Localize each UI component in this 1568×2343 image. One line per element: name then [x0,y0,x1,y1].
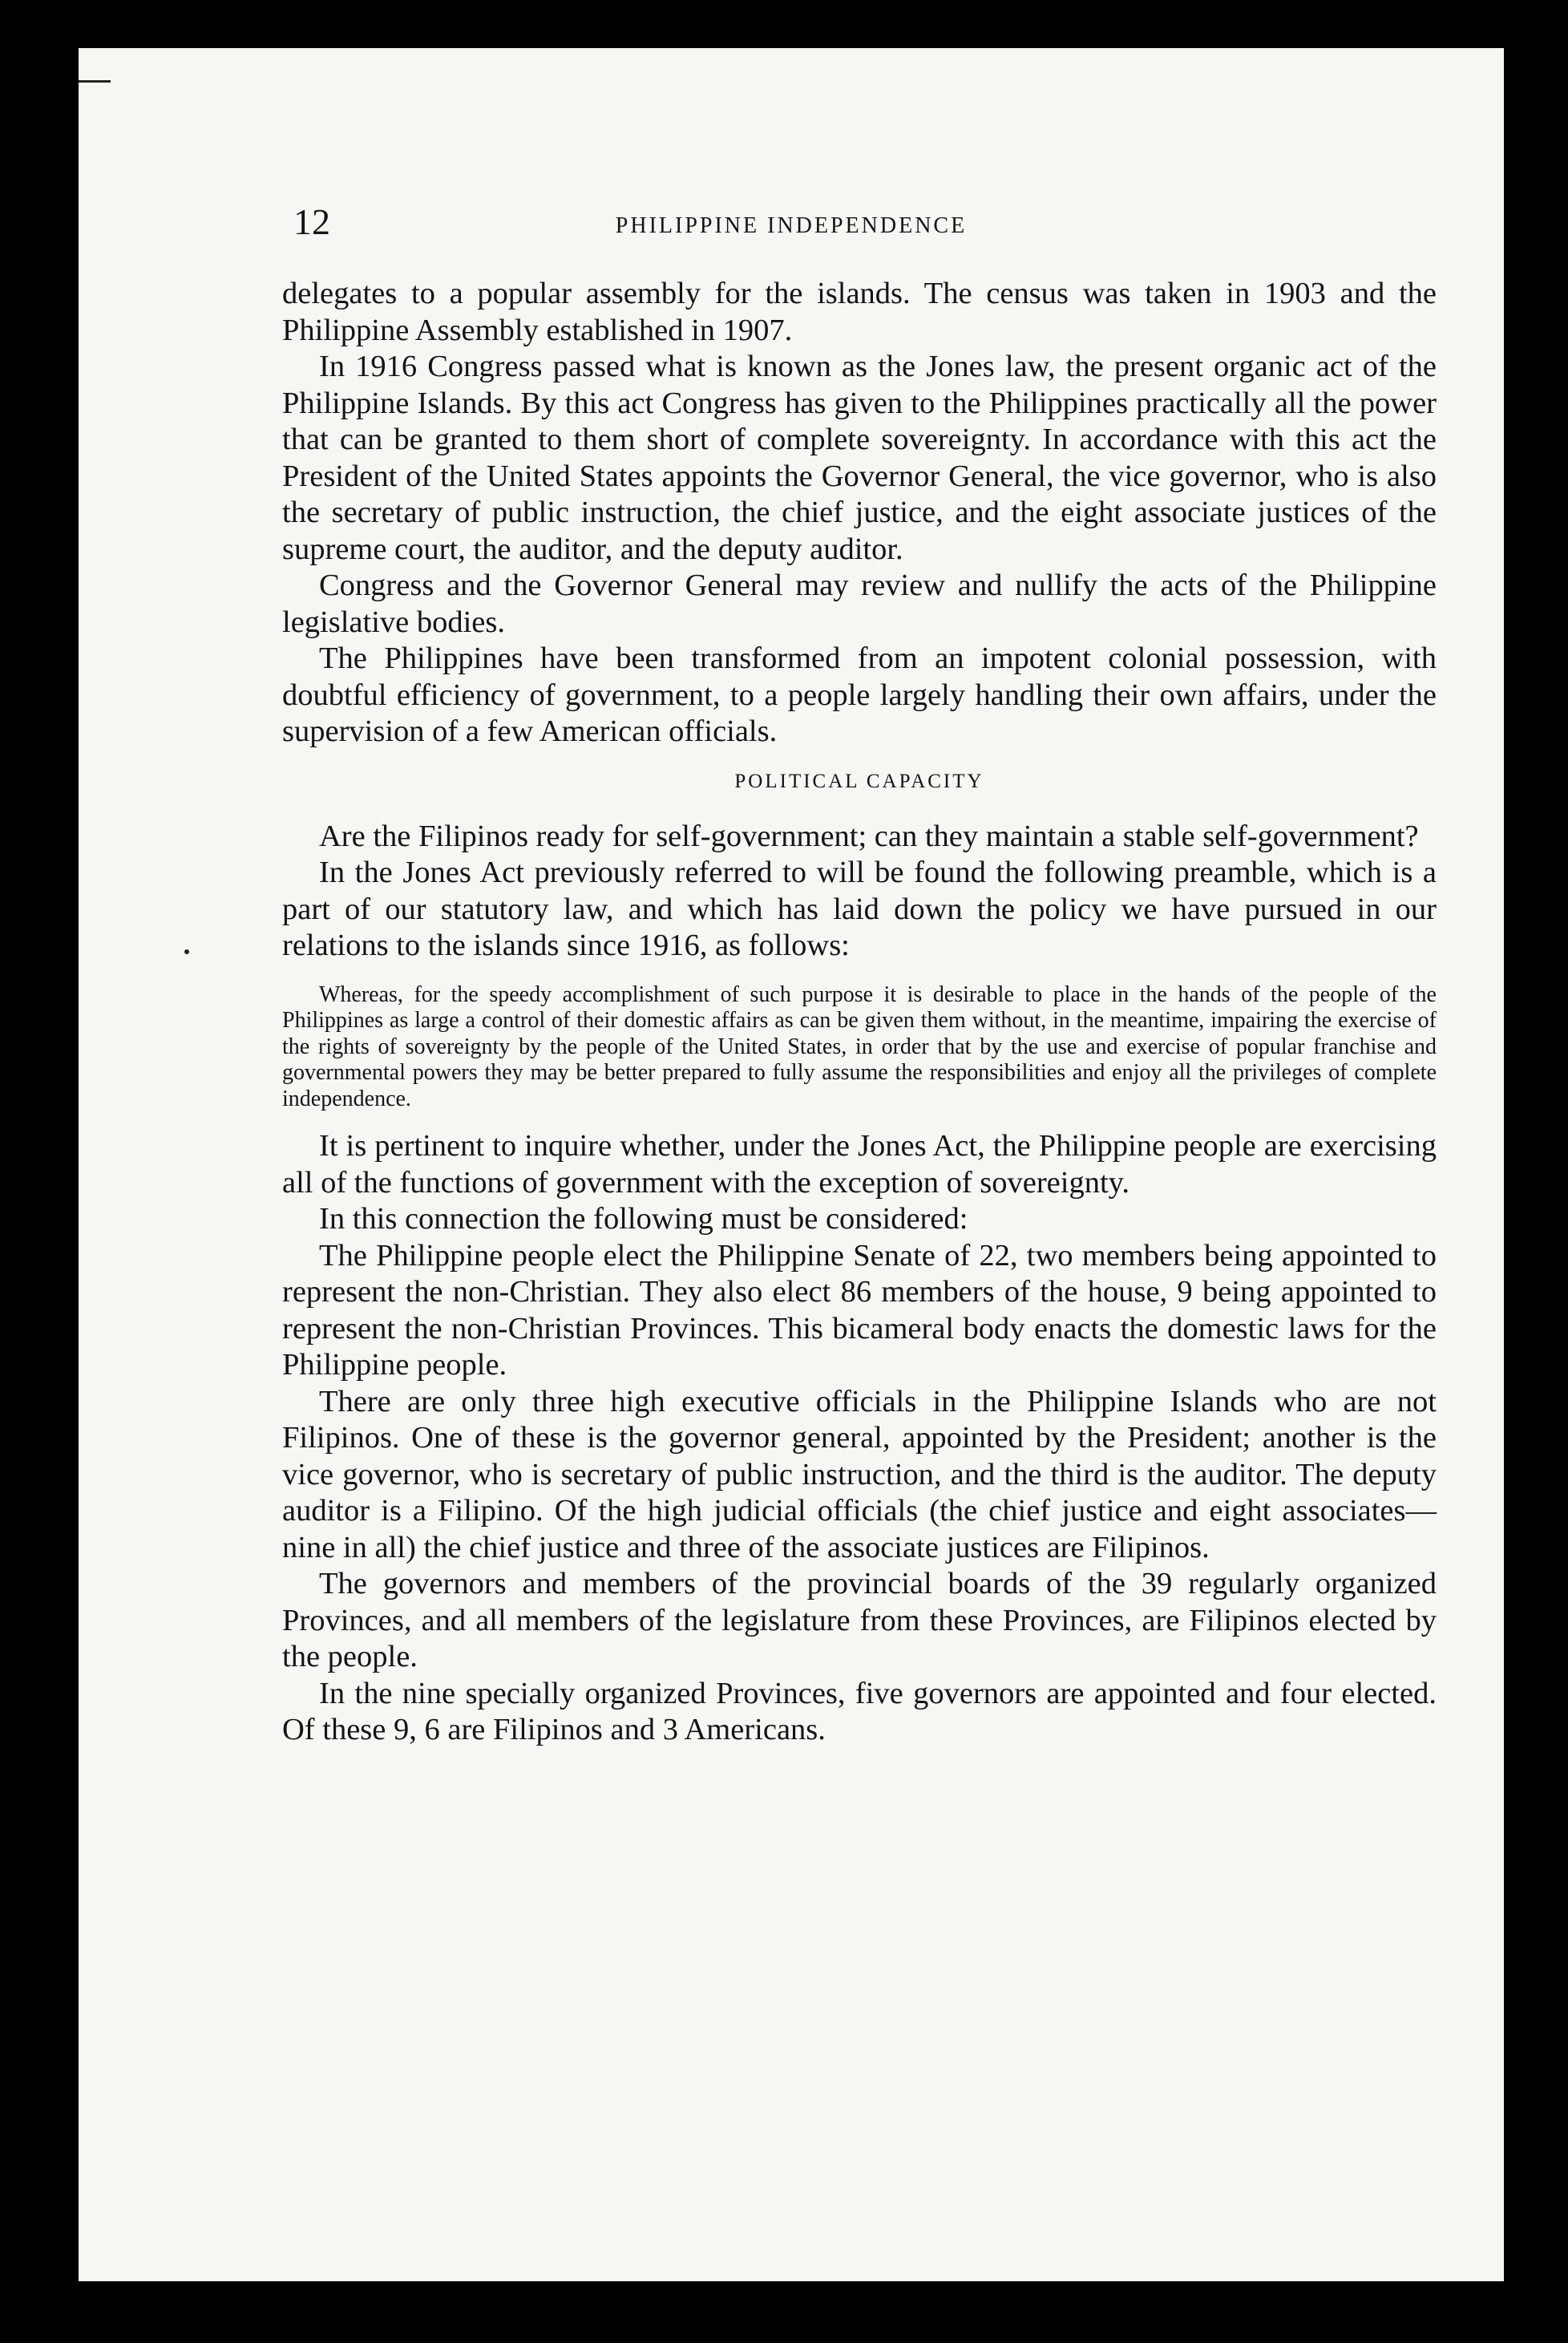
scan-edge-mark [184,949,189,954]
scan-edge-mark [79,80,111,83]
paragraph: There are only three high executive officials in the Philippine Islands who are not Filipinos. One of these is the governor general, appointed by the President; another is the vice governor, who is secretary of public instruction, and the third is the auditor. The deputy auditor is a Filipino. Of the high judicial officials (the chief justice and eight associates—nine in all) the chief justice and three of the associate justices are Filipinos. [282,1384,1437,1564]
paragraph: Are the Filipinos ready for self-government; can they maintain a stable self-government? [319,819,1419,853]
paragraph: The governors and members of the provincial boards of the 39 regularly organized Provinces, and all members of the legislature from these Provinces, are Filipinos elected by the people. [282,1567,1437,1673]
document-page [79,48,1504,2281]
paragraph: The Philippines have been transformed from an impotent colonial possession, with doubtful efficiency of government, to a people largely handling their own affairs, under the supervision of a few American officials. [282,641,1437,748]
paragraph: Congress and the Governor General may review and nullify the acts of the Philippine legislative bodies. [282,569,1437,639]
running-title: PHILIPPINE INDEPENDENCE [615,213,968,238]
paragraph: In this connection the following must be considered: [319,1202,968,1236]
paragraph: The Philippine people elect the Philippine Senate of 22, two members being appointed to represent the non-Christian. They also elect 86 members of the house, 9 being appointed to represent the non-Christian Provinces. This bicameral body enacts the domestic laws for the Philippine people. [282,1238,1437,1382]
paragraph: In 1916 Congress passed what is known as the Jones law, the present organic act of the Philippine Islands. By this act Congress has given to the Philippines practically all the power that can be granted to them short of complete sovereignty. In accordance with this act the President of the United States appoints the Governor General, the vice governor, who is also the secretary of public instruction, the chief justice, and the eight associate justices of the supreme court, the auditor, and the deputy auditor. [282,350,1437,566]
page-body [282,276,1437,1749]
block-quote-preamble: Whereas, for the speedy accomplishment of such purpose it is desirable to place in the hands of the people of the Philippines as large a control of their domestic affairs as can be given them without, in the meantime, impairing the exercise of the rights of sovereignty by the people of the United States, in order that by the use and exercise of popular franchise and governmental powers they may be better prepared to fully assume the responsibilities and enjoy all the privileges of complete independence. [282,981,1437,1111]
paragraph: In the Jones Act previously referred to will be found the following preamble, which is a part of our statutory law, and which has laid down the policy we have pursued in our relations to the islands since 1916, as follows: [282,856,1437,962]
paragraph: In the nine specially organized Provinces, five governors are appointed and four elected. Of these 9, 6 are Filipinos and 3 Americans. [282,1676,1437,1746]
paragraph: It is pertinent to inquire whether, under the Jones Act, the Philippine people are exercising all of the functions of government with the exception of sovereignty. [282,1129,1437,1200]
page-number: 12 [293,201,330,242]
paragraph: delegates to a popular assembly for the islands. The census was taken in 1903 and the Philippine Assembly established in 1907. [282,277,1437,347]
section-heading: POLITICAL CAPACITY [734,770,984,792]
